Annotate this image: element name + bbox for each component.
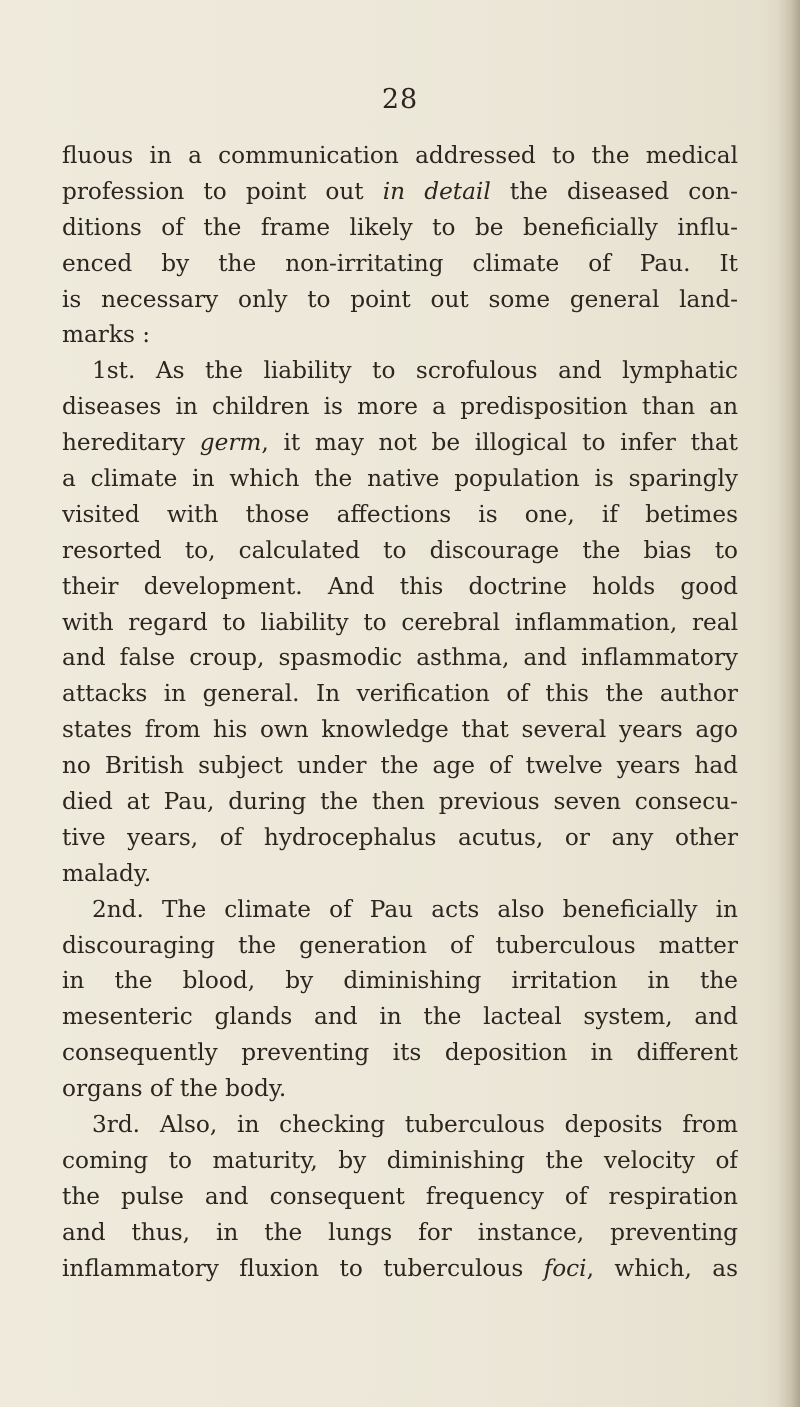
text-line: marks :: [62, 321, 151, 349]
body-text: [62, 138, 738, 1287]
text-segment: , which, as: [586, 1254, 738, 1282]
text-line: fluous in a communication addressed to the medical: [62, 142, 738, 169]
text-line: coming to maturity, by diminishing the velocity of: [62, 1146, 738, 1174]
page-edge-shadow: [778, 0, 800, 1407]
text-line: organs of the body.: [62, 1075, 287, 1103]
italic-text: germ: [199, 429, 262, 457]
text-line: [62, 1251, 738, 1287]
text-line: [62, 174, 738, 210]
text-line: mesenteric glands and in the lacteal system, and: [62, 1003, 738, 1031]
text-segment: , it may not be illogical to infer that: [261, 429, 738, 457]
text-line: 2nd. The climate of Pau acts also beneficially in: [92, 895, 738, 923]
text-segment: profession to point out: [62, 177, 383, 205]
text-line: diseases in children is more a predisposition than an: [62, 393, 738, 421]
text-line: no British subject under the age of twelve years had: [62, 752, 738, 780]
text-line: states from his own knowledge that several years ago: [62, 716, 738, 744]
text-line: a climate in which the native population is sparingly: [62, 465, 738, 493]
text-line: is necessary only to point out some general land-: [62, 285, 738, 313]
text-line: and false croup, spasmodic asthma, and inflammatory: [62, 644, 738, 672]
text-line: enced by the non-irritating climate of Pau. It: [62, 249, 738, 277]
text-line: their development. And this doctrine holds good: [62, 572, 738, 600]
text-line: the pulse and consequent frequency of respiration: [62, 1182, 738, 1210]
text-line: resorted to, calculated to discourage the bias to: [62, 536, 738, 564]
italic-text: foci: [543, 1254, 587, 1282]
text-line: died at Pau, during the then previous seven consecu-: [62, 788, 738, 816]
text-line: in the blood, by diminishing irritation in the: [62, 967, 738, 995]
text-line: [62, 425, 738, 461]
text-line: with regard to liability to cerebral inflammation, real: [62, 608, 738, 636]
text-line: and thus, in the lungs for instance, preventing: [62, 1218, 738, 1246]
text-line: 3rd. Also, in checking tuberculous deposits from: [92, 1111, 738, 1139]
text-line: consequently preventing its deposition in different: [62, 1039, 738, 1067]
text-segment: the diseased con-: [490, 177, 738, 205]
text-line: discouraging the generation of tuberculous matter: [62, 931, 738, 959]
page-number: 28: [381, 84, 419, 115]
text-line: attacks in general. In verification of this the author: [62, 680, 738, 708]
text-line: tive years, of hydrocephalus acutus, or any other: [62, 823, 738, 851]
text-segment: inflammatory fluxion to tuberculous: [62, 1254, 544, 1282]
text-line: ditions of the frame likely to be beneficially influ-: [62, 213, 738, 241]
text-line: malady.: [62, 859, 152, 887]
text-line: visited with those affections is one, if betimes: [62, 500, 738, 528]
text-segment: hereditary: [62, 429, 200, 457]
text-line: 1st. As the liability to scrofulous and lymphatic: [92, 357, 738, 385]
italic-text: in detail: [382, 177, 491, 205]
